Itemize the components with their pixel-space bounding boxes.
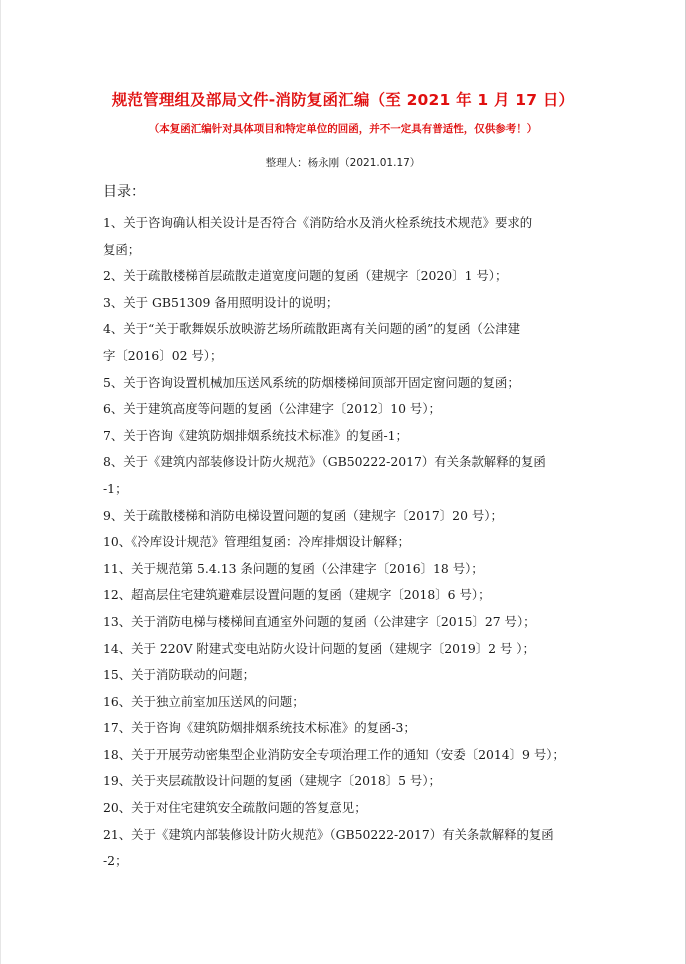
toc-item[interactable] [103, 609, 603, 636]
toc-item-text: 6、关于建筑高度等问题的复函（公津建字〔2012〕10 号）； [103, 401, 441, 417]
toc-item-text: 18、关于开展劳动密集型企业消防安全专项治理工作的通知（安委〔2014〕9 号）； [103, 746, 565, 762]
toc-item[interactable] [103, 768, 603, 795]
toc-item-text: 4、关于“关于歌舞娱乐放映游艺场所疏散距离有关问题的函”的复函（公津建 [103, 321, 521, 337]
table-of-contents [103, 210, 603, 875]
toc-item-text: 2、关于疏散楼梯首层疏散走道宽度问题的复函（建规字〔2020〕1 号）； [103, 268, 508, 284]
toc-item-text: 9、关于疏散楼梯和消防电梯设置问题的复函（建规字〔2017〕20 号）； [103, 507, 503, 523]
toc-item[interactable] [103, 582, 603, 609]
toc-item-text-continued: 复函； [103, 241, 141, 257]
toc-item[interactable] [103, 423, 603, 450]
toc-item-text: 5、关于咨询设置机械加压送风系统的防烟楼梯间顶部开固定窗问题的复函； [103, 374, 520, 390]
toc-item-text-continued: -2； [103, 853, 128, 869]
toc-item-text: 19、关于夹层疏散设计问题的复函（建规字〔2018〕5 号）； [103, 773, 441, 789]
toc-item[interactable] [103, 715, 603, 742]
toc-item[interactable] [103, 636, 603, 663]
toc-item-text: 17、关于咨询《建筑防烟排烟系统技术标准》的复函-3； [103, 720, 416, 736]
toc-item[interactable] [103, 795, 603, 822]
toc-item-text: 15、关于消防联动的问题； [103, 667, 256, 683]
toc-item[interactable] [103, 396, 603, 423]
toc-item-text: 21、关于《建筑内部装修设计防火规范》（GB50222-2017）有关条款解释的复函 [103, 826, 554, 842]
toc-item[interactable] [103, 529, 603, 556]
document-title: 规范管理组及部局文件-消防复函汇编（至 2021 年 1 月 17 日） [111, 91, 575, 109]
toc-item-text: 12、超高层住宅建筑避难层设置问题的复函（建规字〔2018〕6 号）； [103, 587, 491, 603]
toc-item-text: 16、关于独立前室加压送风的问题； [103, 693, 305, 709]
toc-item[interactable] [103, 263, 603, 290]
toc-item-text: 3、关于 GB51309 备用照明设计的说明； [103, 294, 339, 310]
toc-item[interactable] [103, 503, 603, 530]
toc-item[interactable] [103, 822, 603, 875]
toc-heading: 目录： [103, 184, 145, 200]
toc-item-text: 20、关于对住宅建筑安全疏散问题的答复意见； [103, 800, 367, 816]
toc-item[interactable] [103, 449, 603, 502]
toc-item[interactable] [103, 316, 603, 369]
toc-item[interactable] [103, 210, 603, 263]
toc-item[interactable] [103, 290, 603, 317]
toc-item[interactable] [103, 742, 603, 769]
toc-item-text: 10、《冷库设计规范》管理组复函：冷库排烟设计解释； [103, 534, 410, 550]
toc-item[interactable] [103, 662, 603, 689]
page-left-edge [0, 0, 1, 964]
toc-item-text: 11、关于规范第 5.4.13 条问题的复函（公津建字〔2016〕18 号）； [103, 560, 484, 576]
toc-item[interactable] [103, 370, 603, 397]
toc-item-text: 8、关于《建筑内部装修设计防火规范》（GB50222-2017）有关条款解释的复函 [103, 454, 546, 470]
compiler-line: 整理人：杨永刚（2021.01.17） [265, 157, 421, 169]
toc-item-text-continued: -1； [103, 480, 128, 496]
document-subtitle: （本复函汇编针对具体项目和特定单位的回函，并不一定具有普适性，仅供参考！） [148, 123, 538, 135]
toc-item-text: 14、关于 220V 附建式变电站防火设计问题的复函（建规字〔2019〕2 号 ）； [103, 640, 535, 656]
toc-item-text: 13、关于消防电梯与楼梯间直通室外问题的复函（公津建字〔2015〕27 号）； [103, 613, 536, 629]
toc-item[interactable] [103, 556, 603, 583]
toc-item-text: 1、关于咨询确认相关设计是否符合《消防给水及消火栓系统技术规范》要求的 [103, 215, 533, 230]
toc-item[interactable] [103, 689, 603, 716]
toc-item-text-continued: 字〔2016〕02 号）； [103, 347, 223, 363]
toc-item-text: 7、关于咨询《建筑防烟排烟系统技术标准》的复函-1； [103, 427, 408, 443]
